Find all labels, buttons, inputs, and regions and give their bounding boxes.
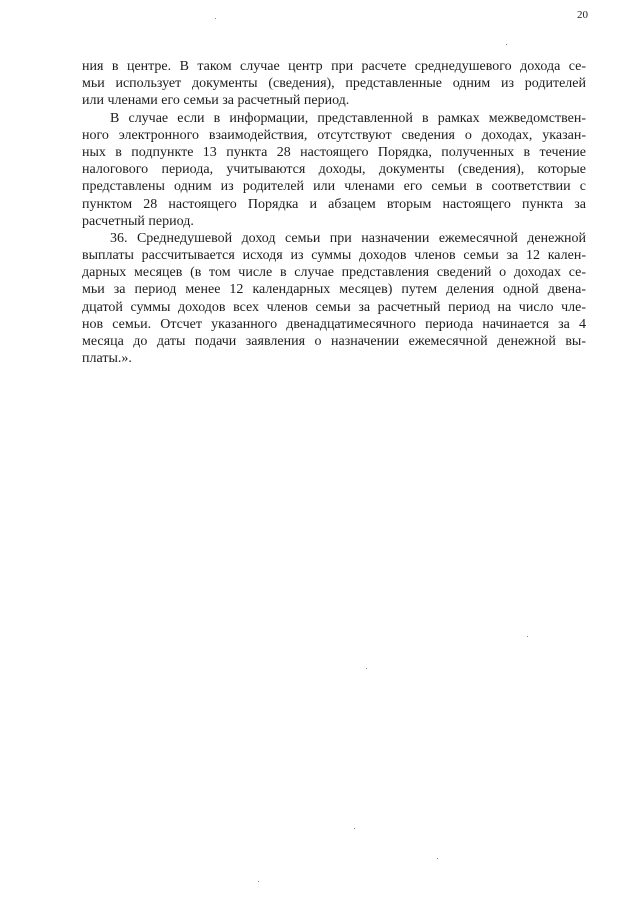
- text-line: В случае если в информации, представленной в рамках межведомствен-: [110, 110, 586, 126]
- paragraph-item-36: [82, 230, 586, 368]
- paragraph-continuation: [82, 58, 586, 110]
- scan-speck: [215, 18, 216, 19]
- text-line: представлены одним из родителей или членами его семьи в соответствии с: [82, 179, 586, 195]
- scan-speck: [527, 636, 528, 637]
- text-line: 36. Среднедушевой доход семьи при назначении ежемесячной денежной: [110, 230, 586, 246]
- scan-speck: [354, 828, 355, 829]
- text-line: дарных месяцев (в том числе в случае представления сведений о доходах се-: [82, 265, 586, 281]
- text-line: нов семьи. Отсчет указанного двенадцатимесячного периода начинается за 4: [82, 316, 586, 332]
- page-number: 20: [577, 9, 588, 21]
- text-line: ного электронного взаимодействия, отсутствуют сведения о доходах, указан-: [82, 127, 586, 143]
- text-line: расчетный период.: [82, 213, 194, 229]
- scan-speck: [437, 858, 438, 859]
- text-line: мьи использует документы (сведения), представленные одним из родителей: [82, 76, 586, 92]
- text-line: дцатой суммы доходов всех членов семьи за расчетный период на число чле-: [82, 299, 586, 315]
- text-line: месяца до даты подачи заявления о назначении ежемесячной денежной вы-: [82, 334, 586, 349]
- scan-speck: [366, 668, 367, 669]
- text-line: мьи за период менее 12 календарных месяцев) путем деления одной двена-: [82, 282, 586, 298]
- text-line: ных в подпункте 13 пункта 28 настоящего Порядка, полученных в течение: [82, 144, 586, 160]
- text-line: пунктом 28 настоящего Порядка и абзацем вторым настоящего пункта за: [82, 196, 586, 212]
- text-line: выплаты рассчитывается исходя из суммы доходов членов семьи за 12 кален-: [82, 248, 586, 264]
- text-line: налогового периода, учитываются доходы, документы (сведения), которые: [82, 162, 586, 178]
- document-body: [82, 58, 586, 367]
- scan-speck: [506, 44, 507, 45]
- text-line: или членами его семьи за расчетный период.: [82, 93, 350, 109]
- scan-speck: [258, 881, 259, 882]
- paragraph-income-info: [82, 110, 586, 230]
- text-line: ния в центре. В таком случае центр при расчете среднедушевого дохода се-: [82, 59, 586, 74]
- text-line: платы.».: [82, 351, 132, 367]
